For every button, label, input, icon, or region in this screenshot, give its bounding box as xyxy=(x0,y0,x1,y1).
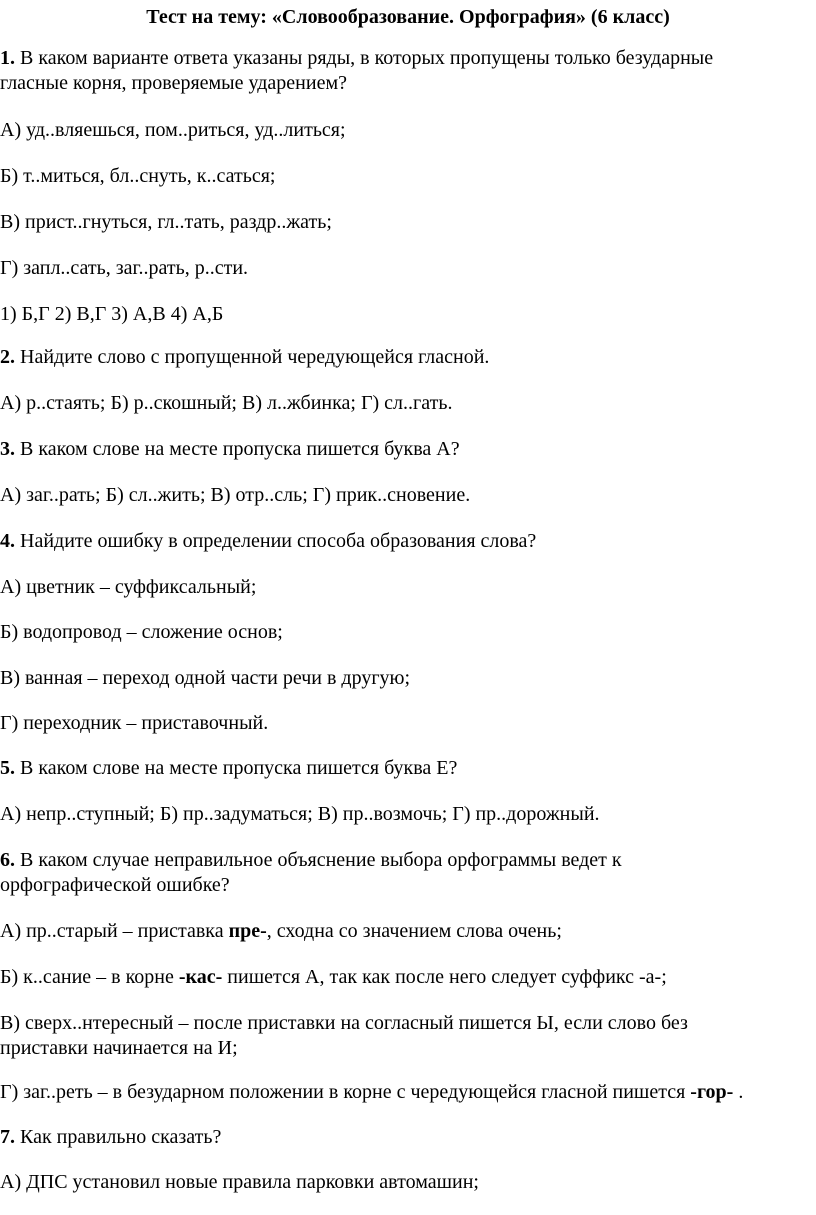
question-4 xyxy=(0,529,790,553)
question-7 xyxy=(0,1125,790,1149)
question-2-text: Найдите слово с пропущенной чередующейся гласной. xyxy=(15,346,490,368)
question-6-option-a xyxy=(0,919,790,943)
option-d-text: Г) заг..реть – в безударном положении в корне с чередующейся гласной пишется xyxy=(0,1081,691,1103)
question-6-option-d xyxy=(0,1080,790,1104)
question-7-option-a: А) ДПС установил новые правила парковки автомашин; xyxy=(0,1171,479,1193)
question-1-option-b: Б) т..миться, бл..снуть, к..саться; xyxy=(0,165,276,187)
question-6-text: В каком случае неправильное объяснение выбора орфограммы ведет к xyxy=(15,849,622,871)
question-3 xyxy=(0,437,790,461)
question-6-option-c-line-1: В) сверх..нтересный – после приставки на согласный пишется Ы, если слово без xyxy=(0,1012,688,1034)
option-a-text-end: , сходна со значением слова очень; xyxy=(266,920,562,942)
option-b-root-bold: -кас- xyxy=(178,966,223,988)
question-1-option-c: В) прист..гнуться, гл..тать, раздр..жать; xyxy=(0,211,332,233)
question-4-option-d: Г) переходник – приставочный. xyxy=(0,712,269,734)
question-1-line-1 xyxy=(0,46,790,70)
question-1-option-d: Г) запл..сать, заг..рать, р..сти. xyxy=(0,257,249,279)
question-2 xyxy=(0,345,790,369)
document-title: Тест на тему: «Словообразование. Орфография» (6 класс) xyxy=(146,6,670,28)
question-3-options: А) заг..рать; Б) сл..жить; В) отр..сль; Г) прик..сновение. xyxy=(0,484,471,506)
question-6-line-1 xyxy=(0,848,790,872)
option-a-text: А) пр..старый – приставка xyxy=(0,920,229,942)
question-1-number: 1. xyxy=(0,47,15,69)
question-4-option-a: А) цветник – суффиксальный; xyxy=(0,576,257,598)
option-b-text: Б) к..сание – в корне xyxy=(0,966,179,988)
question-7-number: 7. xyxy=(0,1126,15,1148)
question-4-option-c: В) ванная – переход одной части речи в другую; xyxy=(0,667,411,689)
question-5-number: 5. xyxy=(0,757,15,779)
question-4-number: 4. xyxy=(0,530,15,552)
option-a-prefix-bold: пре- xyxy=(228,920,267,942)
question-1-option-a: А) уд..вляешься, пом..риться, уд..литься; xyxy=(0,119,346,141)
question-3-text: В каком слове на месте пропуска пишется буква А? xyxy=(15,438,460,460)
question-6-number: 6. xyxy=(0,849,15,871)
question-1-line-2: гласные корня, проверяемые ударением? xyxy=(0,72,347,94)
question-4-option-b: Б) водопровод – сложение основ; xyxy=(0,621,283,643)
question-6-option-c-line-2: приставки начинается на И; xyxy=(0,1037,238,1059)
question-1-text: В каком варианте ответа указаны ряды, в которых пропущены только безударные xyxy=(15,47,714,69)
option-d-root-bold: -гор- xyxy=(690,1081,734,1103)
question-2-options: А) р..стаять; Б) р..скошный; В) л..жбинка; Г) сл..гать. xyxy=(0,392,453,414)
question-2-number: 2. xyxy=(0,346,15,368)
option-d-text-end: . xyxy=(733,1081,744,1103)
question-4-text: Найдите ошибку в определении способа образования слова? xyxy=(15,530,537,552)
question-6-line-2: орфографической ошибке? xyxy=(0,874,230,896)
question-5-options: А) непр..ступный; Б) пр..задуматься; В) пр..возмочь; Г) пр..дорожный. xyxy=(0,803,600,825)
question-5-text: В каком слове на месте пропуска пишется буква Е? xyxy=(15,757,458,779)
question-3-number: 3. xyxy=(0,438,15,460)
question-6-option-b xyxy=(0,965,790,989)
question-1-answers: 1) Б,Г 2) В,Г 3) А,В 4) А,Б xyxy=(0,303,224,325)
question-7-text: Как правильно сказать? xyxy=(15,1126,222,1148)
question-5 xyxy=(0,756,790,780)
option-b-text-end: пишется А, так как после него следует суффикс -а-; xyxy=(222,966,667,988)
